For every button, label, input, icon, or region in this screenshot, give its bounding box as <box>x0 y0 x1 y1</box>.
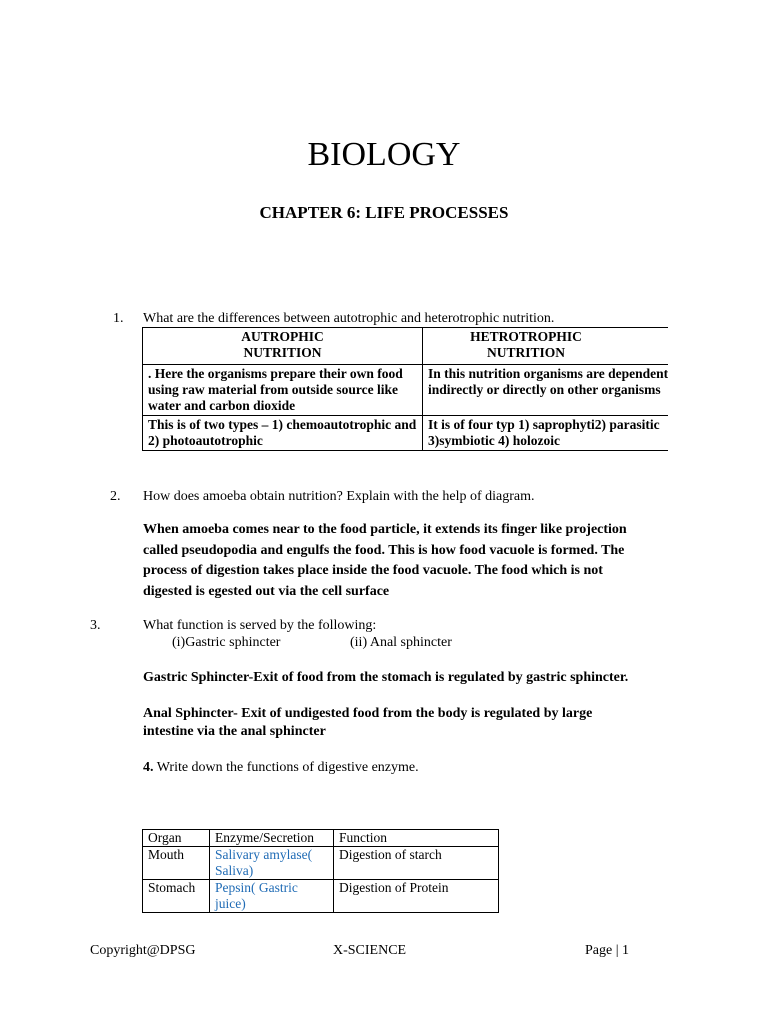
header-heterotrophic-line1: HETROTROPHIC <box>470 329 582 344</box>
question-3-answer-anal: Anal Sphincter- Exit of undigested food from the body is regulated by large intestine via the anal sphincter <box>143 706 593 739</box>
enzyme-cell: Salivary amylase( Saliva) <box>210 847 334 880</box>
heterotrophic-definition-line1: In this nutrition organisms are dependent <box>428 366 668 381</box>
organ-cell: Stomach <box>143 880 210 913</box>
question-1-number: 1. <box>113 311 124 326</box>
digestive-enzyme-table <box>142 829 499 913</box>
chapter-heading: CHAPTER 6: LIFE PROCESSES <box>259 203 509 222</box>
header-heterotrophic <box>423 328 669 365</box>
function-cell: Digestion of starch <box>334 847 499 880</box>
heterotrophic-definition-line2: indirectly or directly on other organisms <box>428 382 661 397</box>
table-row <box>143 847 499 880</box>
question-4 <box>143 760 419 776</box>
heterotrophic-definition <box>423 365 669 416</box>
question-2-answer: When amoeba comes near to the food particle, it extends its finger like projection called pseudopodia and engulfs the food. This is how food vacuole is formed. The process of digestion takes place inside the food vacuole. The food which is not digested is egested out via the cell surface <box>143 522 627 599</box>
header-heterotrophic-line2: NUTRITION <box>486 345 565 360</box>
header-enzyme: Enzyme/Secretion <box>210 830 334 847</box>
autotrophic-definition: . Here the organisms prepare their own food using raw material from outside source like water and carbon dioxide <box>143 365 423 416</box>
nutrition-comparison-table-wrapper <box>142 327 668 453</box>
question-3-number: 3. <box>90 618 101 633</box>
question-1-text: What are the differences between autotrophic and heterotrophic nutrition. <box>143 311 555 326</box>
footer-page-number: Page | 1 <box>585 943 630 958</box>
header-autotrophic-line1: AUTROPHIC <box>241 329 324 344</box>
question-2-text: How does amoeba obtain nutrition? Explain with the help of diagram. <box>143 489 535 504</box>
footer-subject: X-SCIENCE <box>333 943 407 958</box>
heterotrophic-types-line1: It is of four typ 1) saprophyti2) parasitic <box>428 417 660 432</box>
table-header-row <box>143 830 499 847</box>
question-3-text: What function is served by the following: <box>143 618 377 633</box>
heterotrophic-types-line2: 3)symbiotic 4) holozoic <box>428 433 560 448</box>
table-row <box>143 880 499 913</box>
question-3-option-1: (i)Gastric sphincter <box>172 635 281 650</box>
table-header-row <box>143 328 669 365</box>
question-3-answer-gastric: Gastric Sphincter-Exit of food from the stomach is regulated by gastric sphincter. <box>143 670 629 685</box>
function-cell: Digestion of Protein <box>334 880 499 913</box>
question-3-option-2: (ii) Anal sphincter <box>350 635 452 650</box>
nutrition-comparison-table <box>142 327 668 451</box>
heterotrophic-types <box>423 416 669 451</box>
page-title: BIOLOGY <box>307 136 461 173</box>
organ-cell: Mouth <box>143 847 210 880</box>
header-organ: Organ <box>143 830 210 847</box>
enzyme-cell: Pepsin( Gastric juice) <box>210 880 334 913</box>
header-function: Function <box>334 830 499 847</box>
footer-copyright: Copyright@DPSG <box>90 943 196 958</box>
header-autotrophic-line2: NUTRITION <box>243 345 322 360</box>
autotrophic-types: This is of two types – 1) chemoautotrophic and 2) photoautotrophic <box>143 416 423 451</box>
header-autotrophic <box>143 328 423 365</box>
question-2-number: 2. <box>110 489 121 504</box>
table-row <box>143 365 669 416</box>
question-4-number: 4. <box>143 760 154 775</box>
table-row <box>143 416 669 451</box>
question-4-text: Write down the functions of digestive enzyme. <box>153 760 419 775</box>
